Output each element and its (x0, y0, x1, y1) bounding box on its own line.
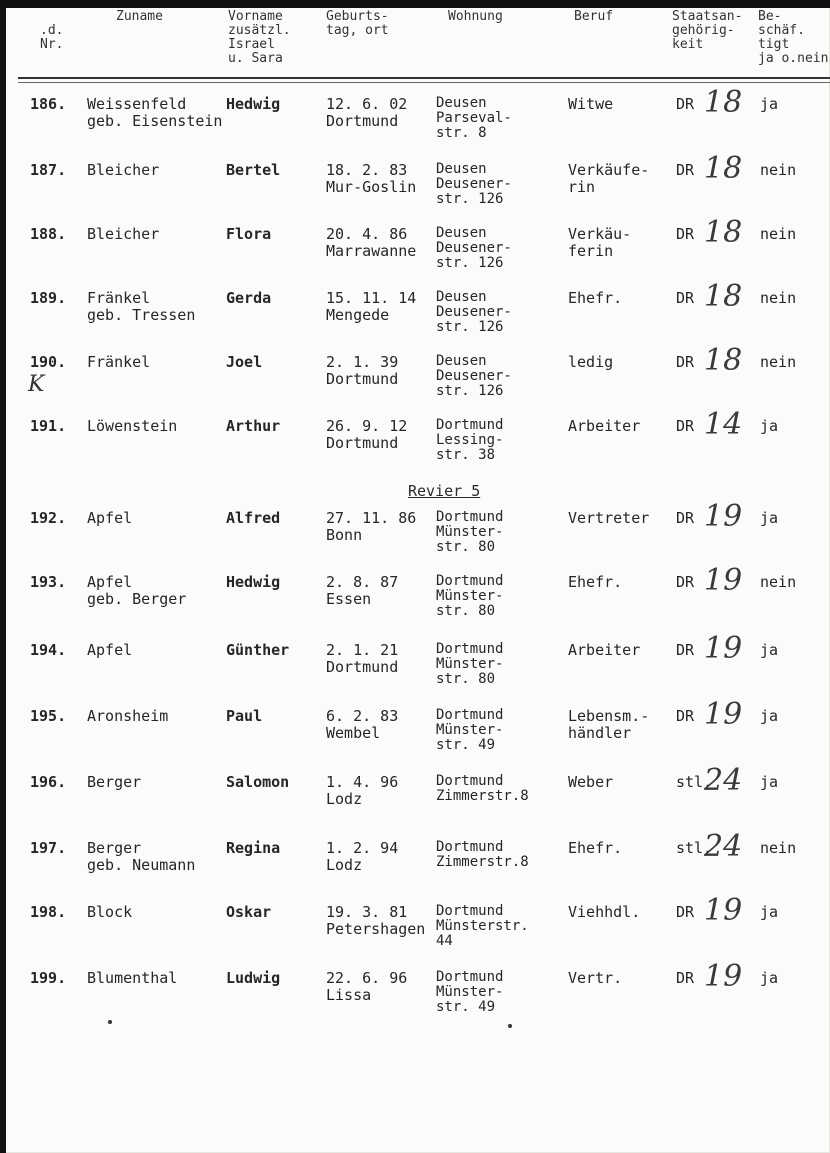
scan-border-left (0, 0, 6, 1153)
occupation-cell: Weber (568, 773, 614, 791)
revier-number: 19 (704, 563, 743, 598)
surname-cell: Löwenstein (87, 417, 178, 435)
employed-cell: ja (760, 969, 779, 987)
firstname-cell: Paul (226, 707, 263, 725)
citizenship-cell: DR (676, 289, 695, 307)
birth-cell: 19. 3. 81 Petershagen (326, 903, 426, 938)
revier-number: 19 (704, 499, 743, 534)
revier-number: 19 (704, 631, 743, 666)
birth-cell: 1. 4. 96 Lodz (326, 773, 399, 808)
firstname-cell: Salomon (226, 773, 290, 791)
surname-cell: Berger geb. Neumann (87, 839, 196, 874)
entry-number: 195. (30, 707, 67, 725)
entry-number: 199. (30, 969, 67, 987)
surname-cell: Apfel (87, 509, 133, 527)
entry-number: 198. (30, 903, 67, 921)
residence-cell: Dortmund Münster- str. 80 (436, 573, 504, 619)
entry-number: 187. (30, 161, 67, 179)
occupation-cell: ledig (568, 353, 614, 371)
revier-number: 18 (704, 215, 743, 250)
birth-cell: 20. 4. 86 Marrawanne (326, 225, 417, 260)
occupation-cell: Vertr. (568, 969, 623, 987)
header-occupation: Beruf (574, 9, 614, 24)
entry-number: 196. (30, 773, 67, 791)
residence-cell: Deusen Deusener- str. 126 (436, 161, 512, 207)
entry-number: 192. (30, 509, 67, 527)
birth-cell: 15. 11. 14 Mengede (326, 289, 417, 324)
employed-cell: ja (760, 417, 779, 435)
birth-cell: 2. 1. 21 Dortmund (326, 641, 399, 676)
surname-cell: Blumenthal (87, 969, 178, 987)
firstname-cell: Joel (226, 353, 263, 371)
revier-number: 19 (704, 697, 743, 732)
residence-cell: Deusen Parseval- str. 8 (436, 95, 512, 141)
employed-cell: nein (760, 839, 797, 857)
firstname-cell: Ludwig (226, 969, 281, 987)
revier-number: 18 (704, 85, 743, 120)
entry-number: 194. (30, 641, 67, 659)
section-label: Revier 5 (408, 482, 481, 500)
firstname-cell: Flora (226, 225, 272, 243)
surname-cell: Bleicher (87, 161, 160, 179)
residence-cell: Dortmund Lessing- str. 38 (436, 417, 504, 463)
header-firstname: Vorname zusätzl. Israel u. Sara (228, 9, 291, 66)
scan-border-top (0, 0, 830, 8)
birth-cell: 6. 2. 83 Wembel (326, 707, 399, 742)
employed-cell: nein (760, 225, 797, 243)
firstname-cell: Oskar (226, 903, 272, 921)
citizenship-cell: DR (676, 225, 695, 243)
revier-number: 19 (704, 893, 743, 928)
surname-cell: Aronsheim (87, 707, 169, 725)
employed-cell: nein (760, 573, 797, 591)
birth-cell: 26. 9. 12 Dortmund (326, 417, 408, 452)
occupation-cell: Ehefr. (568, 573, 623, 591)
citizenship-cell: DR (676, 707, 695, 725)
birth-cell: 27. 11. 86 Bonn (326, 509, 417, 544)
birth-cell: 2. 8. 87 Essen (326, 573, 399, 608)
employed-cell: nein (760, 161, 797, 179)
residence-cell: Dortmund Münsterstr. 44 (436, 903, 529, 949)
residence-cell: Dortmund Münster- str. 49 (436, 707, 504, 753)
revier-number: 18 (704, 279, 743, 314)
birth-cell: 2. 1. 39 Dortmund (326, 353, 399, 388)
entry-number: 186. (30, 95, 67, 113)
citizenship-cell: DR (676, 969, 695, 987)
birth-cell: 22. 6. 96 Lissa (326, 969, 408, 1004)
entry-number: 190. (30, 353, 67, 371)
surname-cell: Fränkel geb. Tressen (87, 289, 196, 324)
citizenship-cell: DR (676, 573, 695, 591)
header-employed: Be- schäf. tigt ja o.nein (758, 9, 829, 66)
firstname-cell: Regina (226, 839, 281, 857)
firstname-cell: Günther (226, 641, 290, 659)
entry-number: 191. (30, 417, 67, 435)
header-rule (18, 77, 830, 83)
surname-cell: Fränkel (87, 353, 151, 371)
firstname-cell: Bertel (226, 161, 281, 179)
occupation-cell: Arbeiter (568, 641, 641, 659)
surname-cell: Berger (87, 773, 142, 791)
revier-number: 14 (704, 407, 743, 442)
employed-cell: ja (760, 641, 779, 659)
header-nr: .d. Nr. (40, 23, 64, 52)
occupation-cell: Verkäufe- rin (568, 161, 650, 196)
entry-number: 189. (30, 289, 67, 307)
citizenship-cell: DR (676, 95, 695, 113)
surname-cell: Apfel geb. Berger (87, 573, 187, 608)
occupation-cell: Arbeiter (568, 417, 641, 435)
citizenship-cell: DR (676, 509, 695, 527)
occupation-cell: Lebensm.- händler (568, 707, 650, 742)
residence-cell: Dortmund Zimmerstr.8 (436, 773, 529, 804)
ink-speck (108, 1020, 112, 1024)
handwritten-mark: K (28, 372, 45, 397)
firstname-cell: Hedwig (226, 573, 281, 591)
occupation-cell: Ehefr. (568, 839, 623, 857)
surname-cell: Block (87, 903, 133, 921)
citizenship-cell: DR (676, 161, 695, 179)
employed-cell: ja (760, 773, 779, 791)
header-residence: Wohnung (448, 9, 503, 24)
residence-cell: Dortmund Zimmerstr.8 (436, 839, 529, 870)
surname-cell: Weissenfeld geb. Eisenstein (87, 95, 223, 130)
employed-cell: ja (760, 903, 779, 921)
residence-cell: Dortmund Münster- str. 80 (436, 509, 504, 555)
birth-cell: 1. 2. 94 Lodz (326, 839, 399, 874)
revier-number: 24 (704, 763, 743, 798)
occupation-cell: Viehhdl. (568, 903, 641, 921)
citizenship-cell: DR (676, 641, 695, 659)
occupation-cell: Verkäu- ferin (568, 225, 632, 260)
header-surname: Zuname (116, 9, 163, 24)
entry-number: 197. (30, 839, 67, 857)
occupation-cell: Vertreter (568, 509, 650, 527)
employed-cell: ja (760, 509, 779, 527)
birth-cell: 12. 6. 02 Dortmund (326, 95, 408, 130)
employed-cell: nein (760, 289, 797, 307)
firstname-cell: Gerda (226, 289, 272, 307)
employed-cell: nein (760, 353, 797, 371)
citizenship-cell: stl. (676, 839, 713, 857)
residence-cell: Deusen Deusener- str. 126 (436, 225, 512, 271)
residence-cell: Dortmund Münster- str. 80 (436, 641, 504, 687)
ink-speck (508, 1024, 512, 1028)
employed-cell: ja (760, 707, 779, 725)
firstname-cell: Arthur (226, 417, 281, 435)
header-birth: Geburts- tag, ort (326, 9, 389, 38)
firstname-cell: Hedwig (226, 95, 281, 113)
residence-cell: Dortmund Münster- str. 49 (436, 969, 504, 1015)
header-citizenship: Staatsan- gehörig- keit (672, 9, 743, 52)
firstname-cell: Alfred (226, 509, 281, 527)
surname-cell: Bleicher (87, 225, 160, 243)
revier-number: 24 (704, 829, 743, 864)
entry-number: 188. (30, 225, 67, 243)
residence-cell: Deusen Deusener- str. 126 (436, 353, 512, 399)
birth-cell: 18. 2. 83 Mur-Goslin (326, 161, 417, 196)
occupation-cell: Witwe (568, 95, 614, 113)
citizenship-cell: DR (676, 353, 695, 371)
citizenship-cell: DR (676, 903, 695, 921)
citizenship-cell: DR (676, 417, 695, 435)
citizenship-cell: stl. (676, 773, 713, 791)
revier-number: 19 (704, 959, 743, 994)
revier-number: 18 (704, 343, 743, 378)
entry-number: 193. (30, 573, 67, 591)
surname-cell: Apfel (87, 641, 133, 659)
employed-cell: ja (760, 95, 779, 113)
revier-number: 18 (704, 151, 743, 186)
occupation-cell: Ehefr. (568, 289, 623, 307)
residence-cell: Deusen Deusener- str. 126 (436, 289, 512, 335)
